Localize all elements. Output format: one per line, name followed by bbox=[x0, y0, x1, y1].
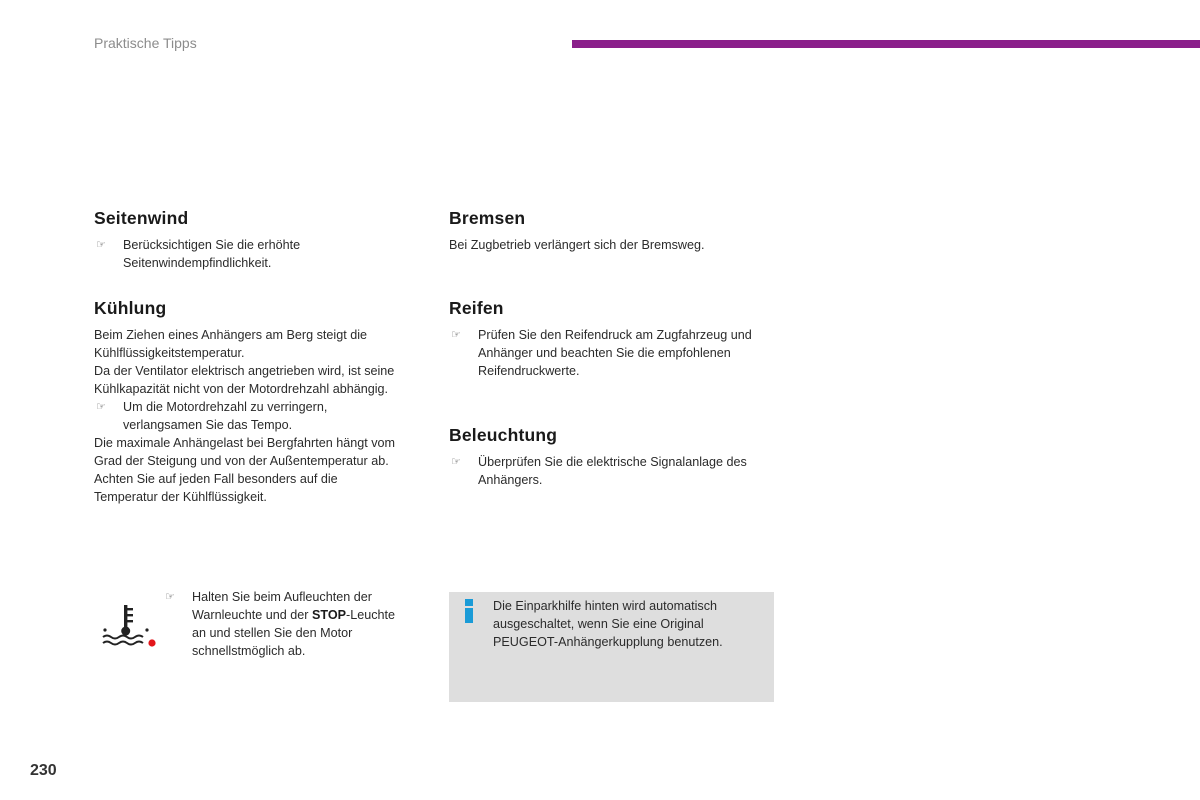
kuehlung-p1-line: Beim Ziehen eines Anhängers am Berg steigt die bbox=[94, 328, 368, 342]
info-line: PEUGEOT-Anhängerkupplung benutzen. bbox=[493, 635, 723, 649]
bremsen-text bbox=[449, 236, 779, 254]
beleuchtung-bullet-line: Überprüfen Sie die elektrische Signalanlage des bbox=[478, 455, 747, 469]
kuehlung-p2-line: Achten Sie auf jeden Fall besonders auf die bbox=[94, 472, 338, 486]
reifen-section bbox=[449, 298, 779, 380]
beleuchtung-bullet-line: Anhängers. bbox=[478, 473, 543, 487]
beleuchtung-heading: Beleuchtung bbox=[449, 425, 558, 445]
beleuchtung-section bbox=[449, 425, 779, 489]
kuehlung-p2-line: Die maximale Anhängelast bei Bergfahrten hängt vom bbox=[94, 436, 396, 450]
stop-label: STOP bbox=[311, 608, 347, 622]
bremsen-line: Bei Zugbetrieb verlängert sich der Bremsweg. bbox=[449, 238, 705, 252]
warning-bullet bbox=[163, 588, 462, 660]
pointing-hand-icon: ☞ bbox=[165, 591, 175, 603]
reifen-heading: Reifen bbox=[449, 298, 504, 318]
beleuchtung-bullet bbox=[449, 453, 779, 489]
section-title: Praktische Tipps bbox=[94, 35, 197, 51]
kuehlung-bullet bbox=[94, 398, 424, 434]
pointing-hand-icon: ☞ bbox=[96, 239, 106, 251]
kuehlung-p1-line: Kühlkapazität nicht von der Motordrehzahl abhängig. bbox=[94, 382, 389, 396]
kuehlung-heading: Kühlung bbox=[94, 298, 167, 318]
reifen-bullet bbox=[449, 326, 779, 380]
kuehlung-p2-line: Grad der Steigung und von der Außentemperatur ab. bbox=[94, 454, 389, 468]
warning-line-3: an und stellen Sie den Motor bbox=[192, 626, 353, 640]
seitenwind-heading: Seitenwind bbox=[94, 208, 189, 228]
pointing-hand-icon: ☞ bbox=[96, 401, 106, 413]
kuehlung-bullet-line: verlangsamen Sie das Tempo. bbox=[123, 418, 293, 432]
bremsen-section bbox=[449, 208, 779, 254]
warning-line-4: schnellstmöglich ab. bbox=[192, 644, 306, 658]
info-icon bbox=[464, 599, 474, 625]
reifen-bullet-line: Reifendruckwerte. bbox=[478, 364, 580, 378]
coolant-temperature-warning-icon bbox=[100, 604, 160, 650]
pointing-hand-icon: ☞ bbox=[451, 456, 461, 468]
seitenwind-bullet bbox=[94, 236, 424, 272]
kuehlung-section bbox=[94, 298, 424, 506]
info-text bbox=[493, 597, 763, 651]
kuehlung-p2-line: Temperatur der Kühlflüssigkeit. bbox=[94, 490, 267, 504]
warning-line-2-post: -Leuchte bbox=[346, 608, 396, 622]
header-accent-bar bbox=[572, 40, 1200, 48]
kuehlung-p1-line: Da der Ventilator elektrisch angetrieben wird, ist seine bbox=[94, 364, 395, 378]
kuehlung-bullet-line: Um die Motordrehzahl zu verringern, bbox=[123, 400, 328, 414]
pointing-hand-icon: ☞ bbox=[451, 329, 461, 341]
reifen-bullet-line: Anhänger und beachten Sie die empfohlenen bbox=[478, 346, 731, 360]
seitenwind-line-2: Seitenwindempfindlichkeit. bbox=[123, 256, 272, 270]
seitenwind-section bbox=[94, 208, 424, 272]
bremsen-heading: Bremsen bbox=[449, 208, 526, 228]
info-line: Die Einparkhilfe hinten wird automatisch bbox=[493, 599, 718, 613]
warning-line-1: Halten Sie beim Aufleuchten der bbox=[192, 590, 372, 604]
reifen-bullet-line: Prüfen Sie den Reifendruck am Zugfahrzeug und bbox=[478, 328, 752, 342]
kuehlung-p1-line: Kühlflüssigkeitstemperatur. bbox=[94, 346, 245, 360]
info-line: ausgeschaltet, wenn Sie eine Original bbox=[493, 617, 704, 631]
seitenwind-line-1: Berücksichtigen Sie die erhöhte bbox=[123, 238, 301, 252]
page-number: 230 bbox=[30, 762, 57, 779]
warning-line-2 bbox=[192, 606, 462, 624]
warning-line-2-pre: Warnleuchte und der bbox=[192, 608, 312, 622]
kuehlung-text bbox=[94, 326, 424, 506]
